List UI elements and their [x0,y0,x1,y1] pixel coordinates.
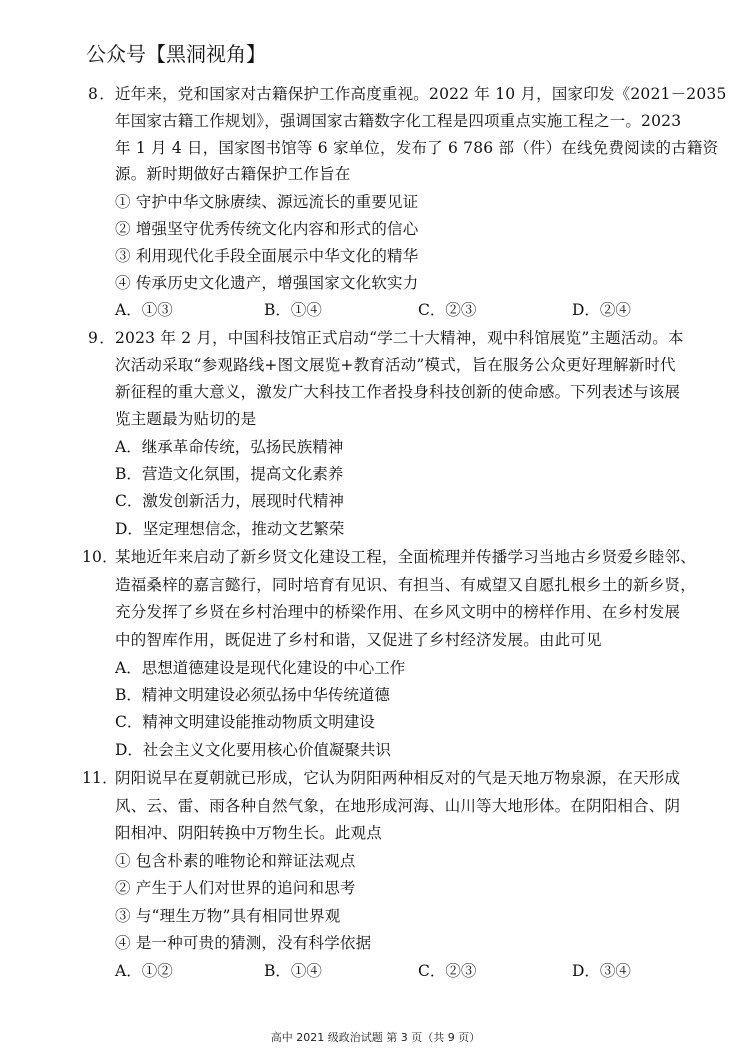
statement-item: ③ 与“理生万物”具有相同世界观 [115,907,341,925]
question-number: 10． [82,548,118,566]
question-stem-line: 年国家古籍工作规划》，强调国家古籍数字化工程是四项重点实施工程之一。2023 [115,112,682,130]
statement-item: ① 守护中华文脉赓续、源远流长的重要见证 [115,193,419,211]
question-stem-line: 次活动采取“参观路线+图文展览+教育活动”模式，旨在服务公众更好理解新时代 [115,356,676,374]
choice-option[interactable]: C．精神文明建设能推动物质文明建设 [115,713,375,731]
choice-option[interactable]: A．思想道德建设是现代化建设的中心工作 [115,659,406,677]
statement-item: ③ 利用现代化手段全面展示中华文化的精华 [115,247,419,265]
question-stem-line: 阳相冲、阴阳转换中万物生长。此观点 [115,824,382,842]
choice-option[interactable]: D．坚定理想信念，推动文艺繁荣 [115,520,345,538]
question-stem-line: 新征程的重大意义，激发广大科技工作者投身科技创新的使命感。下列表述与该展 [115,383,681,401]
question-number: 8． [88,85,115,103]
question-stem-line: 8．近年来，党和国家对古籍保护工作高度重视。2022 年 10 月，国家印发《2021－2035 [88,85,727,103]
question-stem-line: 充分发挥了乡贤在乡村治理中的桥梁作用、在乡风文明中的榜样作用、在乡村发展 [115,603,681,621]
question-number: 11． [82,769,118,787]
choice-option[interactable]: D．社会主义文化要用核心价值凝聚共识 [115,741,391,759]
choice-option[interactable]: D．③④ [572,962,631,980]
question-stem-line: 风、云、雷、雨各种自然气象，在地形成河海、山川等大地形体。在阴阳相合、阴 [115,797,681,815]
statement-item: ② 产生于人们对世界的追问和思考 [115,879,356,897]
choice-option[interactable]: A．继承革命传统，弘扬民族精神 [115,438,344,456]
question-stem-line: 年 1 月 4 日，国家图书馆等 6 家单位，发布了 6 786 部（件）在线免费阅读的古籍资 [115,139,719,157]
question-stem-line: 造福桑梓的嘉言懿行，同时培育有见识、有担当、有威望又自愿扎根乡土的新乡贤， [115,576,696,594]
choice-option[interactable]: B．精神文明建设必须弘扬中华传统道德 [115,686,390,704]
page-footer: 高中 2021 级政治试题 第 3 页（共 9 页） [270,1031,481,1044]
statement-item: ④ 是一种可贵的猜测，没有科学依据 [115,934,372,952]
statement-item: ② 增强坚守优秀传统文化内容和形式的信心 [115,220,419,238]
choice-option[interactable]: B．营造文化氛围，提高文化素养 [115,465,344,483]
choice-option[interactable]: C．②③ [418,301,477,319]
question-stem-line: 览主题最为贴切的是 [115,410,257,428]
choice-option[interactable]: A．①② [115,962,173,980]
page-header: 公众号【黑洞视角】 [86,42,266,66]
question-number: 9． [88,329,115,347]
statement-item: ① 包含朴素的唯物论和辩证法观点 [115,852,356,870]
choice-option[interactable]: B．①④ [264,301,322,319]
question-stem-line: 9．2023 年 2 月，中国科技馆正式启动“学二十大精神，观中科馆展览”主题活动。本 [88,329,684,347]
choice-option[interactable]: C．激发创新活力，展现时代精神 [115,492,344,510]
choice-option[interactable]: A．①③ [115,301,173,319]
question-stem-line: 源。新时期做好古籍保护工作旨在 [115,165,351,183]
question-stem-line: 11．阴阳说早在夏朝就已形成，它认为阴阳两种相反对的气是天地万物泉源，在天形成 [82,769,681,787]
choice-option[interactable]: D．②④ [572,301,631,319]
choice-option[interactable]: C．②③ [418,962,477,980]
question-stem-line: 10．某地近年来启动了新乡贤文化建设工程，全面梳理并传播学习当地古乡贤爱乡睦邻、 [82,548,696,566]
question-stem-line: 中的智库作用，既促进了乡村和谐，又促进了乡村经济发展。由此可见 [115,631,602,649]
choice-option[interactable]: B．①④ [264,962,322,980]
statement-item: ④ 传承历史文化遗产，增强国家文化软实力 [115,274,419,292]
